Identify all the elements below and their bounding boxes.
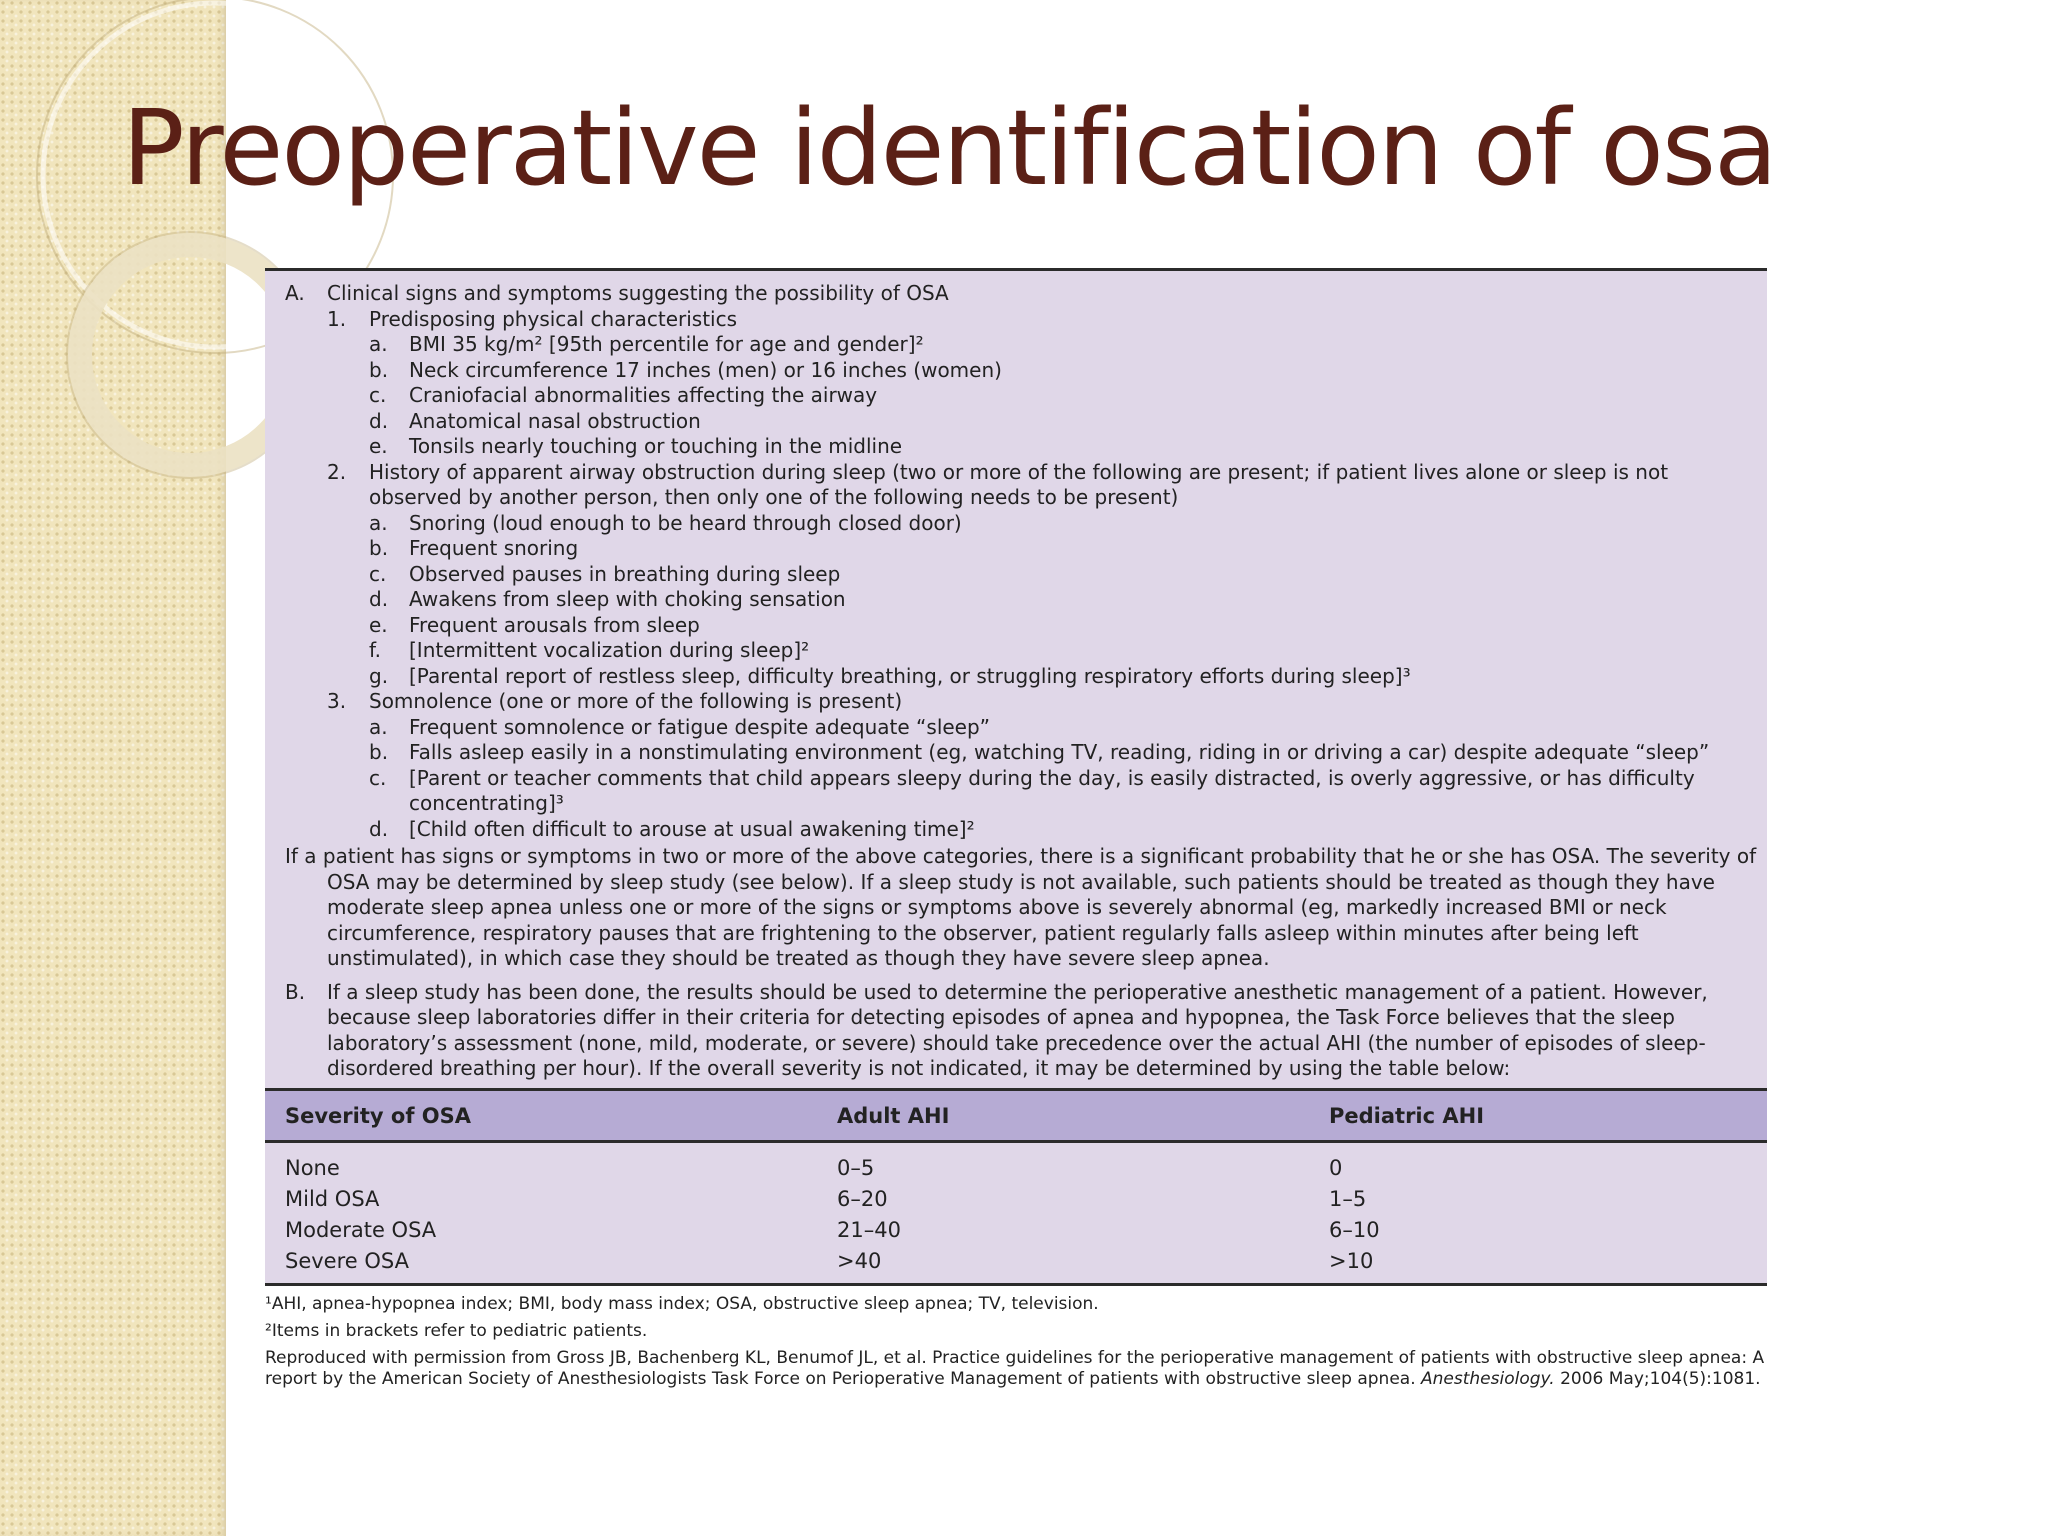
subitem-text: Frequent somnolence or fatigue despite adequate “sleep”: [409, 714, 991, 739]
summary-paragraph: If a patient has signs or symptoms in two or more of the above categories, there is a significant probability that he or she has OSA. The severity of OSA may be determined by sleep study (see below). If a sleep study is not available, such patients should be treated as though they have moderate sleep apnea unless one or more of the signs or symptoms above is severely abnormal (eg, markedly increased BMI or neck circumference, respiratory pauses that are frightening to the observer, patient regularly falls asleep within minutes after being left unstimulated), in which case they should be treated as though they have severe sleep apnea.: [285, 844, 1757, 970]
subitem-text: [Parental report of restless sleep, difficulty breathing, or struggling respiratory efforts during sleep]³: [409, 663, 1411, 688]
item-text: History of apparent airway obstruction during sleep (two or more of the following are present; if patient lives alone or sleep is not observed by another person, then only one of the following needs to be present): [369, 459, 1669, 509]
table-cell: 0–5: [817, 1141, 1309, 1184]
criteria-subitem: [285, 766, 1757, 817]
table-cell: 6–20: [817, 1184, 1309, 1215]
item-label: 3.: [327, 689, 347, 713]
subitem-text: [Parent or teacher comments that child appears sleepy during the day, is easily distracted, is overly aggressive, or has difficulty concentrating]³: [409, 765, 1695, 815]
item-text: Predisposing physical characteristics: [369, 306, 738, 331]
slide-title: Preoperative identification of osa: [122, 87, 1776, 209]
table-cell: >40: [817, 1246, 1309, 1285]
footnote-brackets: ²Items in brackets refer to pediatric patients.: [265, 1320, 648, 1341]
table-cell: 1–5: [1309, 1184, 1767, 1215]
table-header-row: [265, 1091, 1767, 1142]
subitem-label: g.: [369, 663, 389, 688]
section-b: [285, 980, 1757, 1082]
criteria-subitem: [285, 740, 1757, 766]
subitem-label: a.: [369, 332, 388, 356]
subitem-label: c.: [369, 765, 387, 790]
subitem-label: d.: [369, 408, 389, 433]
citation: [265, 1348, 1767, 1390]
table-cell: Mild OSA: [265, 1184, 817, 1215]
citation-issue: 2006 May;104(5):1081.: [1560, 1368, 1761, 1389]
criteria-box: [265, 268, 1767, 1091]
table-cell: Severe OSA: [265, 1246, 817, 1285]
subitem-label: e.: [369, 612, 388, 637]
table-row: [265, 1246, 1767, 1285]
subitem-label: b.: [369, 536, 389, 560]
subitem-text: Anatomical nasal obstruction: [409, 408, 701, 433]
subitem-text: Tonsils nearly touching or touching in the midline: [409, 434, 903, 458]
section-label: A.: [285, 281, 305, 305]
subitem-text: BMI 35 kg/m² [95th percentile for age and gender]²: [409, 332, 924, 356]
criteria-subitem: [285, 409, 1757, 435]
criteria-subitem: [285, 613, 1757, 639]
criteria-item: [285, 307, 1757, 333]
table-row: [265, 1184, 1767, 1215]
criteria-subitem: [285, 536, 1757, 562]
section-text: Clinical signs and symptoms suggesting the possibility of OSA: [327, 281, 949, 305]
criteria-subitem: [285, 715, 1757, 741]
subitem-text: Craniofacial abnormalities affecting the airway: [409, 383, 878, 407]
subitem-label: d.: [369, 816, 389, 841]
table-row: [265, 1141, 1767, 1184]
table-cell: 21–40: [817, 1215, 1309, 1246]
subitem-label: c.: [369, 383, 387, 407]
subitem-text: Frequent snoring: [409, 536, 579, 560]
criteria-subitem: [285, 664, 1757, 690]
subitem-label: a.: [369, 714, 388, 739]
subitem-label: b.: [369, 740, 389, 764]
criteria-subitem: [285, 383, 1757, 409]
criteria-item: [285, 689, 1757, 715]
table-cell: 0: [1309, 1141, 1767, 1184]
criteria-subitem: [285, 562, 1757, 588]
subitem-text: Snoring (loud enough to be heard through closed door): [409, 510, 962, 535]
criteria-subitem: [285, 587, 1757, 613]
osa-criteria-figure: [265, 268, 1767, 1396]
column-header: Severity of OSA: [265, 1091, 817, 1142]
criteria-item: [285, 460, 1757, 511]
item-text: Somnolence (one or more of the following is present): [369, 689, 903, 713]
subitem-text: [Child often difficult to arouse at usual awakening time]²: [409, 816, 975, 841]
criteria-subitem: [285, 638, 1757, 664]
table-row: [265, 1215, 1767, 1246]
severity-table: [265, 1091, 1767, 1286]
section-label: B.: [285, 979, 306, 1004]
section-a-heading: [285, 281, 1757, 307]
subitem-label: d.: [369, 587, 389, 611]
section-text: If a sleep study has been done, the results should be used to determine the perioperative anesthetic management of a patient. However, because sleep laboratories differ in their criteria for detecting episodes of apnea and hypopnea, the Task Force believes that the sleep laboratory’s assessment (none, mild, moderate, or severe) should take precedence over the actual AHI (the number of episodes of sleep-disordered breathing per hour). If the overall severity is not indicated, it may be determined by using the table below:: [327, 979, 1708, 1080]
subitem-label: a.: [369, 510, 388, 535]
criteria-subitem: [285, 511, 1757, 537]
subitem-label: e.: [369, 434, 388, 458]
table-cell: 6–10: [1309, 1215, 1767, 1246]
criteria-subitem: [285, 358, 1757, 384]
subitem-text: Awakens from sleep with choking sensation: [409, 587, 846, 611]
criteria-subitem: [285, 434, 1757, 460]
criteria-subitem: [285, 817, 1757, 843]
table-cell: None: [265, 1141, 817, 1184]
citation-journal: Anesthesiology.: [1421, 1368, 1555, 1389]
footnote-abbreviations: ¹AHI, apnea-hypopnea index; BMI, body mass index; OSA, obstructive sleep apnea; TV, television.: [265, 1293, 1099, 1314]
table-cell: Moderate OSA: [265, 1215, 817, 1246]
item-label: 2.: [327, 459, 347, 484]
criteria-subitem: [285, 332, 1757, 358]
subitem-text: Frequent arousals from sleep: [409, 612, 700, 637]
subitem-text: Observed pauses in breathing during sleep: [409, 561, 841, 586]
citation-text: Reproduced with permission from Gross JB, Bachenberg KL, Benumof JL, et al. Practice guidelines for the perioperative management of patients with obstructive sleep apnea: A report by the American Society of Anesthesiologists Task Force on Perioperative Management of patients with obstructive sleep apnea.: [265, 1347, 1765, 1389]
subitem-text: Falls asleep easily in a nonstimulating environment (eg, watching TV, reading, riding in or driving a car) despite adequate “sleep”: [409, 740, 1710, 764]
subitem-text: [Intermittent vocalization during sleep]²: [409, 638, 810, 662]
column-header: Adult AHI: [817, 1091, 1309, 1142]
footnotes: [265, 1286, 1767, 1390]
subitem-label: b.: [369, 357, 389, 382]
subitem-label: c.: [369, 561, 387, 586]
subitem-text: Neck circumference 17 inches (men) or 16 inches (women): [409, 357, 1002, 382]
item-label: 1.: [327, 306, 347, 331]
table-cell: >10: [1309, 1246, 1767, 1285]
subitem-label: f.: [369, 638, 381, 662]
column-header: Pediatric AHI: [1309, 1091, 1767, 1142]
